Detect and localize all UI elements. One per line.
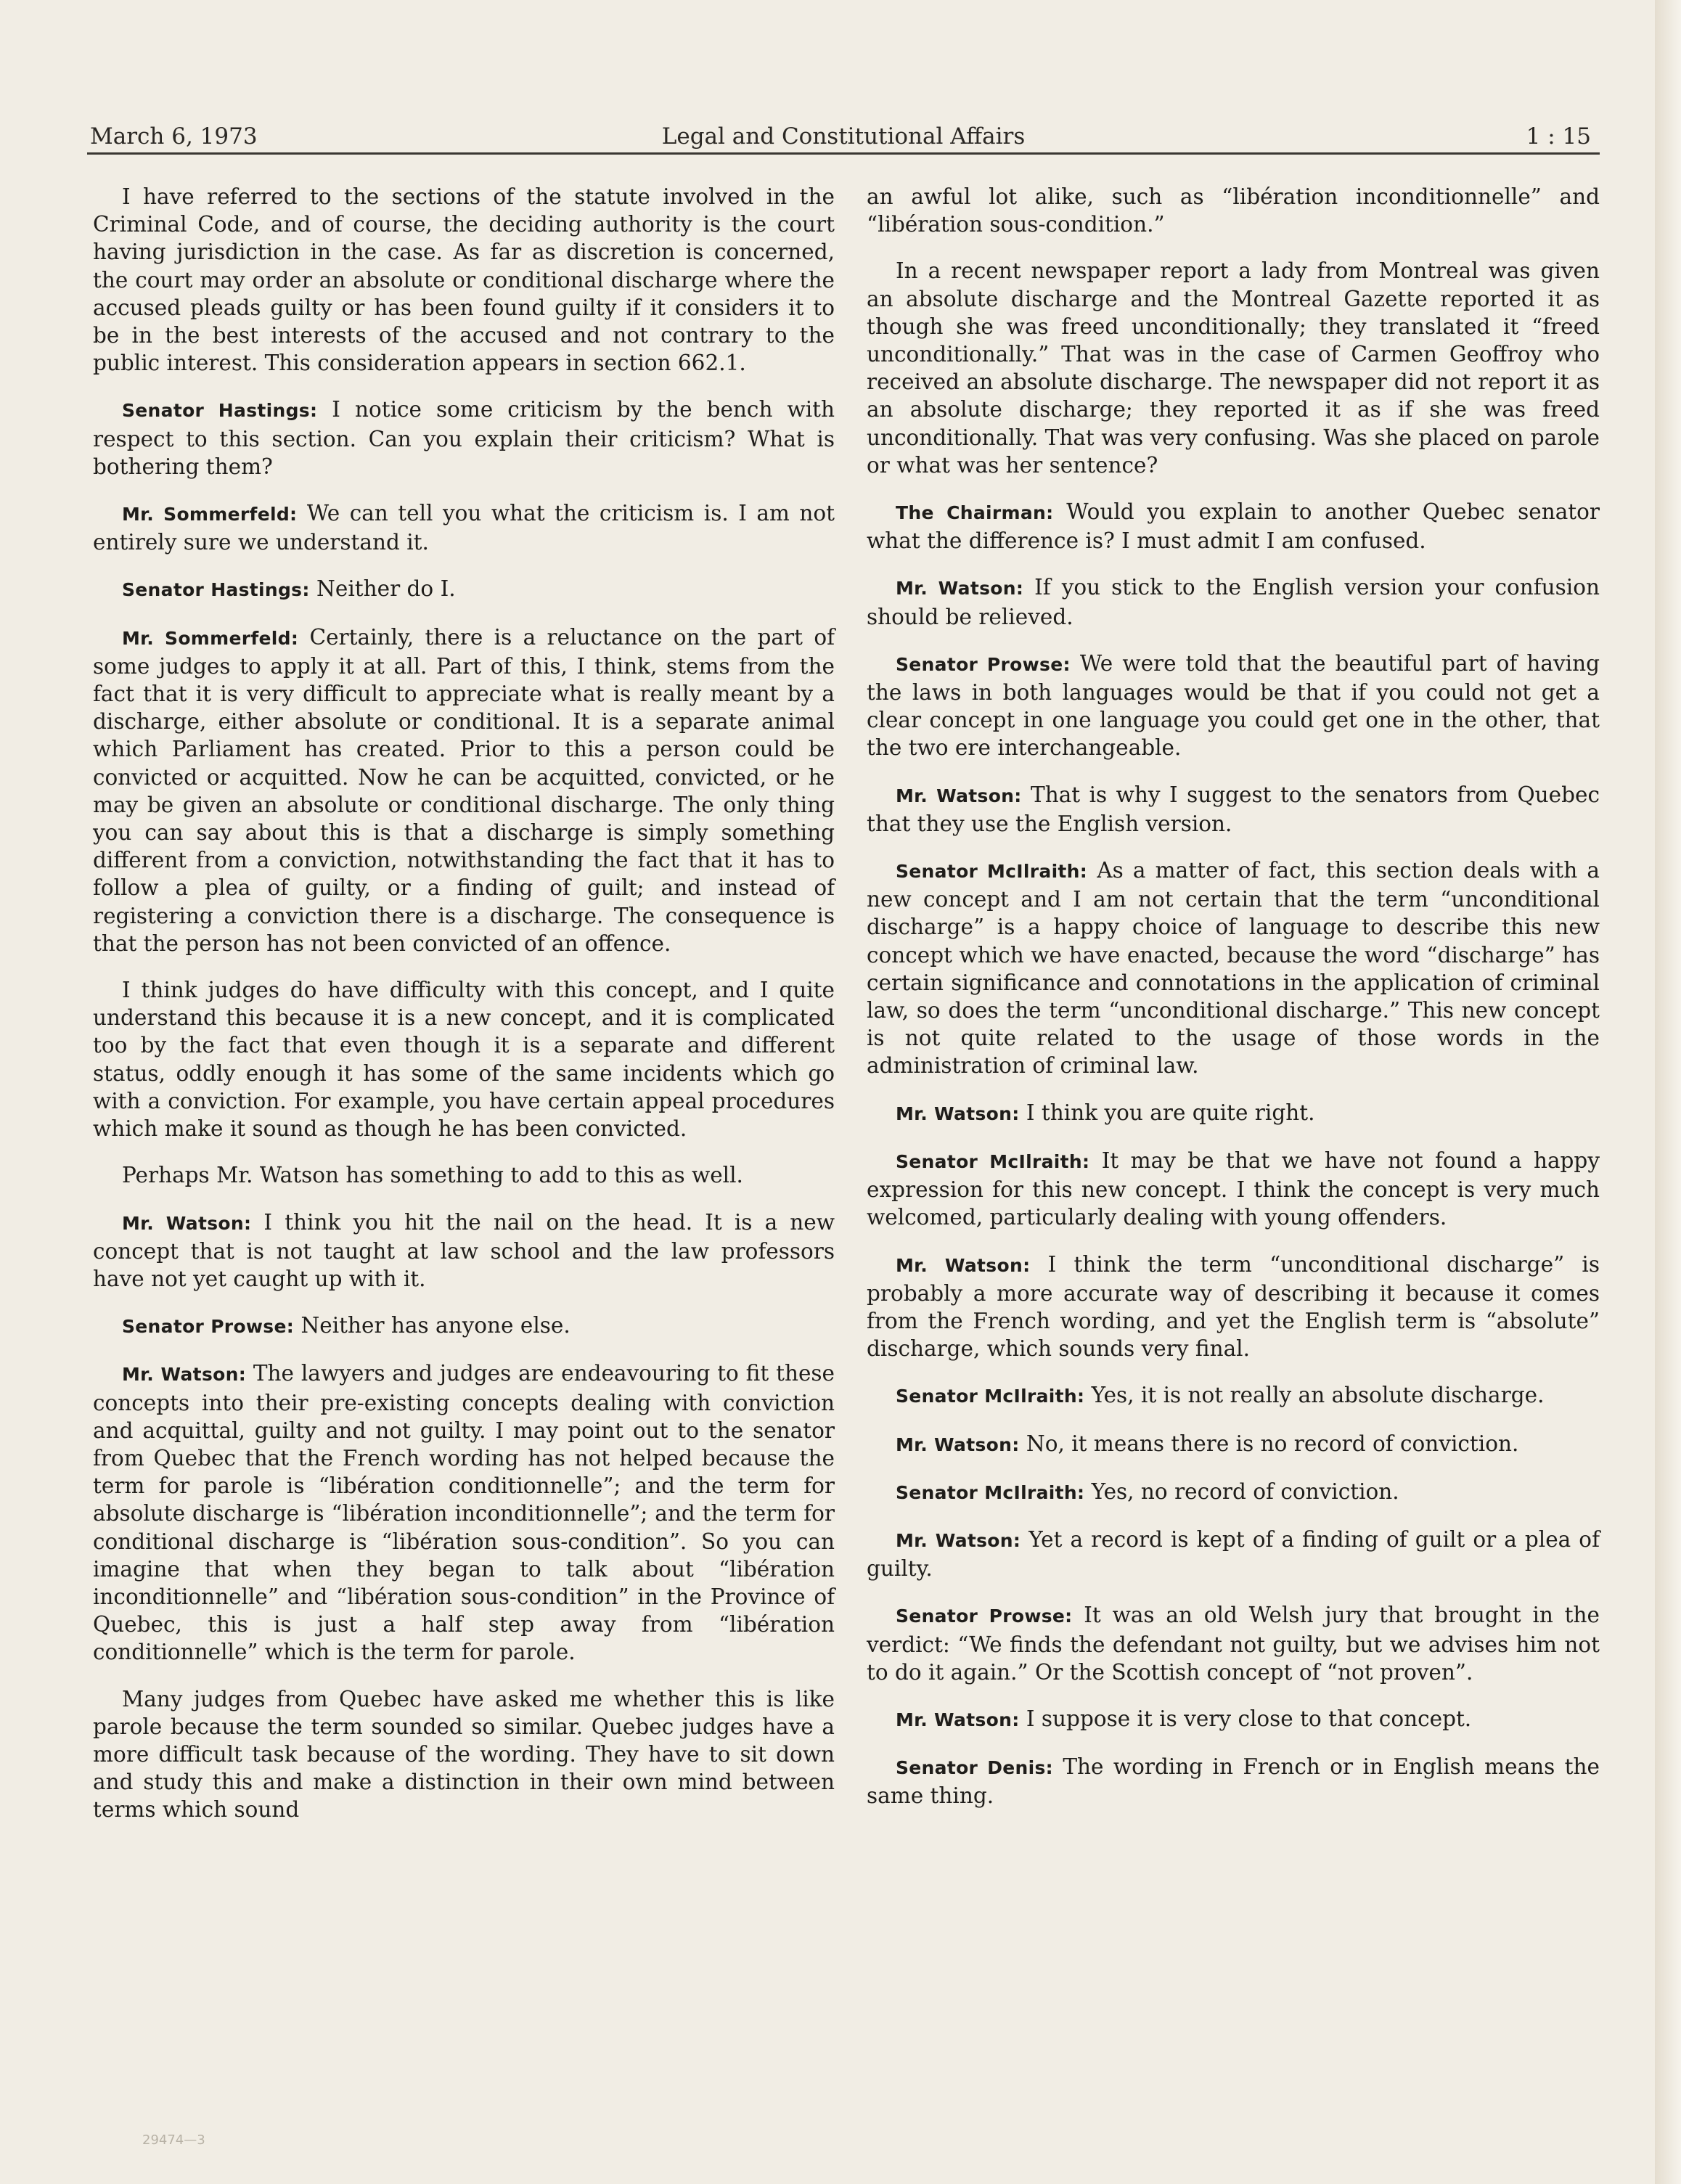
- paragraph-text: Yes, no record of conviction.: [1091, 1479, 1399, 1504]
- paragraph: [867, 573, 1600, 630]
- speaker-name: Senator Hastings:: [122, 400, 318, 422]
- paragraph: [867, 1430, 1600, 1459]
- speaker-name: The Chairman:: [896, 502, 1054, 524]
- paragraph: [93, 1208, 835, 1293]
- paragraph: [867, 1147, 1600, 1232]
- paragraph-text: Neither do I.: [316, 576, 456, 602]
- paragraph-text: The lawyers and judges are endeavouring to fit these concepts into their pre-existing concepts dealing with conviction and acquittal, guilty and not guilty. I may point out to the senator from Quebec that the French wording has not helped because the term for parole is “libération conditionnelle”; and the term for absolute discharge is “libération inconditionnelle”; and the term for conditional discharge is “libération sous-condition”. So you can imagine that when they began to talk about “libération inconditionnelle” and “libération sous-condition” in the Province of Quebec, this is just a half step away from “libération conditionnelle” which is the term for parole.: [93, 1361, 835, 1665]
- paragraph-text: We can tell you what the criticism is. I am not entirely sure we understand it.: [93, 501, 835, 555]
- paragraph-text: I think the term “unconditional discharge” is probably a more accurate way of describing it because it comes from the French wording, and yet the English term is “absolute” discharge, which sounds very final.: [867, 1251, 1600, 1362]
- paragraph: [867, 856, 1600, 1080]
- speaker-name: Mr. Watson:: [896, 1103, 1020, 1124]
- right-column: [867, 183, 1600, 1829]
- speaker-name: Mr. Watson:: [122, 1212, 252, 1234]
- paragraph-text: I think judges do have difficulty with this concept, and I quite understand this because it is a new concept, and it is complicated too by the fact that even though it is a separate and different status, oddly enough it has some of the same incidents which go with a conviction. For example, you have certain appeal procedures which make it sound as though he has been convicted.: [93, 978, 835, 1142]
- paragraph-text: Would you explain to another Quebec senator what the difference is? I must admit I am confused.: [867, 499, 1600, 554]
- speaker-name: Senator Denis:: [896, 1757, 1053, 1779]
- paragraph-text: As a matter of fact, this section deals with a new concept and I am not certain that the term “unconditional discharge” is a happy choice of language to describe this new concept which we have enacted, because the word “discharge” has certain significance and connotations in the application of criminal law, so does the term “unconditional discharge.” This new concept is not quite related to the usage of those words in the administration of criminal law.: [867, 858, 1600, 1079]
- paragraph-text: I notice some criticism by the bench with respect to this section. Can you explain their criticism? What is bothering them?: [93, 397, 835, 479]
- paragraph-text: We were told that the beautiful part of having the laws in both languages would be that if you could not get a clear concept in one language you could get one in the other, that the two ere interchangeable.: [867, 650, 1600, 761]
- speaker-name: Senator Prowse:: [122, 1316, 295, 1338]
- paragraph-text: It may be that we have not found a happy expression for this new concept. I think the concept is very much welcomed, particularly dealing with young offenders.: [867, 1148, 1600, 1230]
- paragraph-text: I suppose it is very close to that concept.: [1026, 1706, 1472, 1731]
- paragraph-text: I think you hit the nail on the head. It is a new concept that is not taught at law school and the law professors have not yet caught up with it.: [93, 1209, 835, 1291]
- paragraph: [93, 976, 835, 1142]
- paragraph-text: Perhaps Mr. Watson has something to add to this as well.: [122, 1163, 743, 1188]
- header-title: Legal and Constitutional Affairs: [661, 123, 1026, 150]
- paragraph-text: No, it means there is no record of conviction.: [1026, 1431, 1519, 1456]
- paragraph-text: an awful lot alike, such as “libération inconditionnelle” and “libération sous-condition.”: [867, 184, 1600, 237]
- speaker-name: Mr. Watson:: [896, 1529, 1021, 1551]
- speaker-name: Mr. Watson:: [896, 578, 1024, 600]
- paragraph-text: Certainly, there is a reluctance on the part of some judges to apply it at all. Part of this, I think, stems from the fact that it is very difficult to appreciate what is really meant by a discharge, either absolute or conditional. It is a separate animal which Parliament has created. Prior to this a person could be convicted or acquitted. Now he can be acquitted, convicted, or he may be given an absolute or conditional discharge. The only thing you can say about this is that a discharge is simply something different from a conviction, notwithstanding the fact that it has to follow a plea of guilty, or a finding of guilt; and instead of registering a conviction there is a discharge. The consequence is that the person has not been convicted of an offence.: [93, 624, 835, 956]
- paragraph: [93, 1685, 835, 1824]
- speaker-name: Senator Prowse:: [896, 653, 1071, 675]
- paragraph: [93, 1359, 835, 1666]
- speaker-name: Mr. Watson:: [896, 1709, 1020, 1730]
- paragraph: [93, 183, 835, 377]
- paragraph: [867, 1478, 1600, 1507]
- paragraph: [93, 1312, 835, 1341]
- header-date: March 6, 1973: [90, 123, 258, 150]
- paragraph-text: That is why I suggest to the senators from Quebec that they use the English version.: [867, 782, 1600, 836]
- header-page-number: 1 : 15: [1526, 123, 1591, 150]
- paragraph: [93, 575, 835, 604]
- speaker-name: Senator Hastings:: [122, 579, 310, 601]
- paragraph: [867, 650, 1600, 762]
- paragraph: [867, 1381, 1600, 1410]
- paragraph: [867, 1251, 1600, 1363]
- paragraph-text: The wording in French or in English means the same thing.: [867, 1754, 1600, 1809]
- speaker-name: Mr. Watson:: [896, 785, 1022, 806]
- paragraph-text: Yet a record is kept of a finding of guilt or a plea of guilty.: [867, 1526, 1600, 1582]
- left-column: [93, 183, 835, 1843]
- paragraph: [93, 623, 835, 957]
- speaker-name: Mr. Watson:: [122, 1364, 246, 1386]
- paragraph-text: I think you are quite right.: [1026, 1100, 1315, 1125]
- speaker-name: Mr. Watson:: [896, 1254, 1031, 1276]
- paragraph-text: Yes, it is not really an absolute discharge.: [1091, 1383, 1545, 1408]
- paragraph: [867, 1099, 1600, 1128]
- page-header: [87, 115, 1600, 155]
- paragraph: [93, 1161, 835, 1189]
- paragraph: [867, 1705, 1600, 1734]
- paragraph: [867, 1753, 1600, 1809]
- paragraph: [867, 498, 1600, 555]
- paragraph-text: Many judges from Quebec have asked me whether this is like parole because the term sounded so similar. Quebec judges have a more difficult task because of the wording. They have to sit down and study this and make a distinction in their own mind between terms which sound: [93, 1686, 835, 1823]
- paragraph: [867, 781, 1600, 838]
- paragraph-text: I have referred to the sections of the statute involved in the Criminal Code, and of course, the deciding authority is the court having jurisdiction in the case. As far as discretion is concerned, the court may order an absolute or conditional discharge where the accused pleads guilty or has been found guilty if it considers it to be in the best interests of the accused and not contrary to the public interest. This consideration appears in section 662.1.: [93, 184, 835, 376]
- speaker-name: Senator McIlraith:: [896, 1481, 1085, 1503]
- page-edge: [1655, 0, 1681, 2184]
- speaker-name: Senator McIlraith:: [896, 1386, 1085, 1407]
- paragraph: [867, 1526, 1600, 1582]
- footer-mark: 29474—3: [142, 2132, 205, 2148]
- paragraph: [867, 1601, 1600, 1686]
- paragraph: [867, 257, 1600, 479]
- paragraph: [93, 396, 835, 480]
- speaker-name: Mr. Sommerfeld:: [122, 627, 299, 649]
- speaker-name: Senator McIlraith:: [896, 1150, 1090, 1172]
- paragraph: [867, 183, 1600, 238]
- paragraph: [93, 499, 835, 556]
- paragraph-text: It was an old Welsh jury that brought in the verdict: “We finds the defendant not guilty, but we advises him not to do it again.” Or the Scottish concept of “not proven”.: [867, 1603, 1600, 1685]
- speaker-name: Senator McIlraith:: [896, 861, 1088, 883]
- speaker-name: Senator Prowse:: [896, 1606, 1073, 1627]
- paragraph-text: In a recent newspaper report a lady from Montreal was given an absolute discharge and the Montreal Gazette reported it as though she was freed unconditionally; they translated it “freed unconditionally.” That was in the case of Carmen Geoffroy who received an absolute discharge. The newspaper did not report it as an absolute discharge; they reported it as if she was freed unconditionally. That was very confusing. Was she placed on parole or what was her sentence?: [867, 258, 1600, 478]
- paragraph-text: Neither has anyone else.: [300, 1313, 570, 1338]
- speaker-name: Mr. Sommerfeld:: [122, 504, 298, 525]
- paragraph-text: If you stick to the English version your confusion should be relieved.: [867, 575, 1600, 629]
- speaker-name: Mr. Watson:: [896, 1433, 1020, 1455]
